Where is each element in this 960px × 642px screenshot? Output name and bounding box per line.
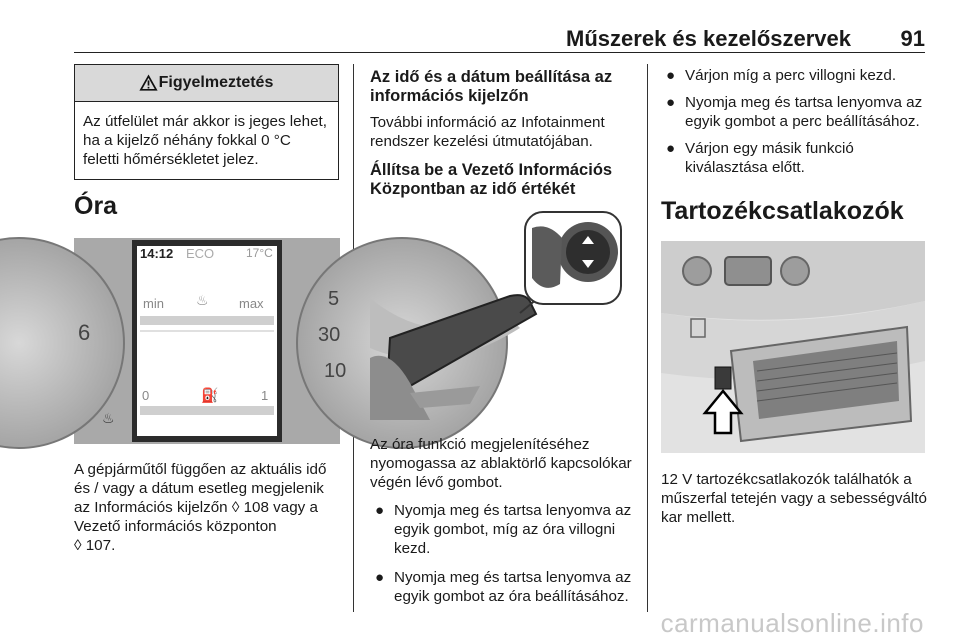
page-number: 91 — [900, 26, 925, 51]
right-bullet-list — [661, 66, 929, 177]
display-time: 14:12 — [140, 246, 174, 261]
accessory-text: 12 V tartozékcsatlakozók találhatók a műszerfal tetején vagy a sebességváltó kar mellett. — [661, 471, 927, 526]
chapter-title: Műszerek és kezelőszervek — [566, 26, 851, 51]
clock-text — [74, 460, 340, 555]
coolant-warning-icon: ♨ — [102, 410, 115, 426]
list-item: ● Nyomja meg és tartsa lenyomva az egyik gombot az óra beállításához. — [375, 569, 632, 605]
column-left — [74, 64, 347, 555]
right-gauge-digit-2: 30 — [318, 324, 341, 346]
right-gauge-digit-3: 10 — [324, 360, 347, 382]
list-item: ● Várjon míg a perc villogni kezd. — [666, 67, 897, 84]
list-item: ● Nyomja meg és tartsa lenyomva az egyik gombot, míg az óra villogni kezd. — [375, 502, 632, 557]
warning-body — [75, 102, 338, 179]
infotainment-intro: További információ az Infotainment rendszer kezelési útmutatójában. — [370, 114, 605, 150]
column-middle — [370, 64, 632, 606]
set-time-heading: Az idő és a dátum beállítása az információs kijelzőn — [370, 68, 613, 105]
list-item: ● Várjon egy másik funkció kiválasztása előtt. — [666, 140, 854, 176]
display-min: min — [143, 296, 164, 311]
clock-text-line-1: A gépjárműtől függően az aktuális idő — [74, 461, 327, 478]
watermark: carmanualsonline.info — [660, 608, 924, 638]
warning-triangle-icon — [140, 75, 157, 91]
right-gauge-digit-1: 5 — [328, 288, 340, 310]
display-temp: 17°C — [246, 246, 273, 260]
clock-text-line-4: Vezető információs központon — [74, 518, 277, 535]
reference-icon: ◊ — [74, 537, 82, 554]
wiper-lever-illustration — [370, 208, 632, 420]
display-zero: 0 — [142, 388, 150, 403]
warning-box — [74, 64, 339, 180]
warning-text: Az útfelület már akkor is jeges lehet, ha a kijelző néhány fokkal 0 °C feletti hőmérsékletet jelez. — [83, 113, 327, 168]
accessory-heading: Tartozékcsatlakozók — [661, 197, 904, 225]
left-gauge-digit: 6 — [78, 320, 91, 345]
wiper-instruction: Az óra funkció megjelenítéséhez nyomogassa az ablaktörlő kapcsolókar végén lévő gombot. — [370, 436, 632, 491]
reference-icon: ◊ — [231, 499, 240, 516]
column-right — [661, 64, 929, 527]
coolant-temperature-icon: ♨ — [196, 292, 209, 308]
clock-text-line-2: és / vagy a dátum esetleg megjelenik — [74, 480, 324, 497]
accessory-socket-illustration — [661, 241, 925, 453]
clock-text-ref-1: 108 vagy a — [239, 499, 318, 516]
warning-header — [75, 65, 338, 102]
clock-display-illustration — [74, 238, 347, 444]
page-header — [74, 14, 925, 53]
column-divider-2 — [647, 64, 648, 612]
display-max: max — [239, 296, 264, 311]
display-eco: ECO — [186, 246, 215, 261]
dic-heading: Állítsa be a Vezető Információs Központban az idő értékét — [370, 161, 613, 198]
list-item: ● Nyomja meg és tartsa lenyomva az egyik gombot a perc beállításához. — [666, 94, 923, 130]
fuel-pump-icon: ⛽ — [201, 387, 219, 403]
clock-heading: Óra — [74, 192, 118, 220]
clock-text-ref-2: 107. — [81, 537, 116, 554]
display-one: 1 — [261, 388, 269, 403]
middle-bullet-list — [370, 501, 632, 606]
clock-text-line-3: az Információs kijelzőn — [74, 499, 232, 516]
warning-title: Figyelmeztetés — [158, 74, 274, 91]
